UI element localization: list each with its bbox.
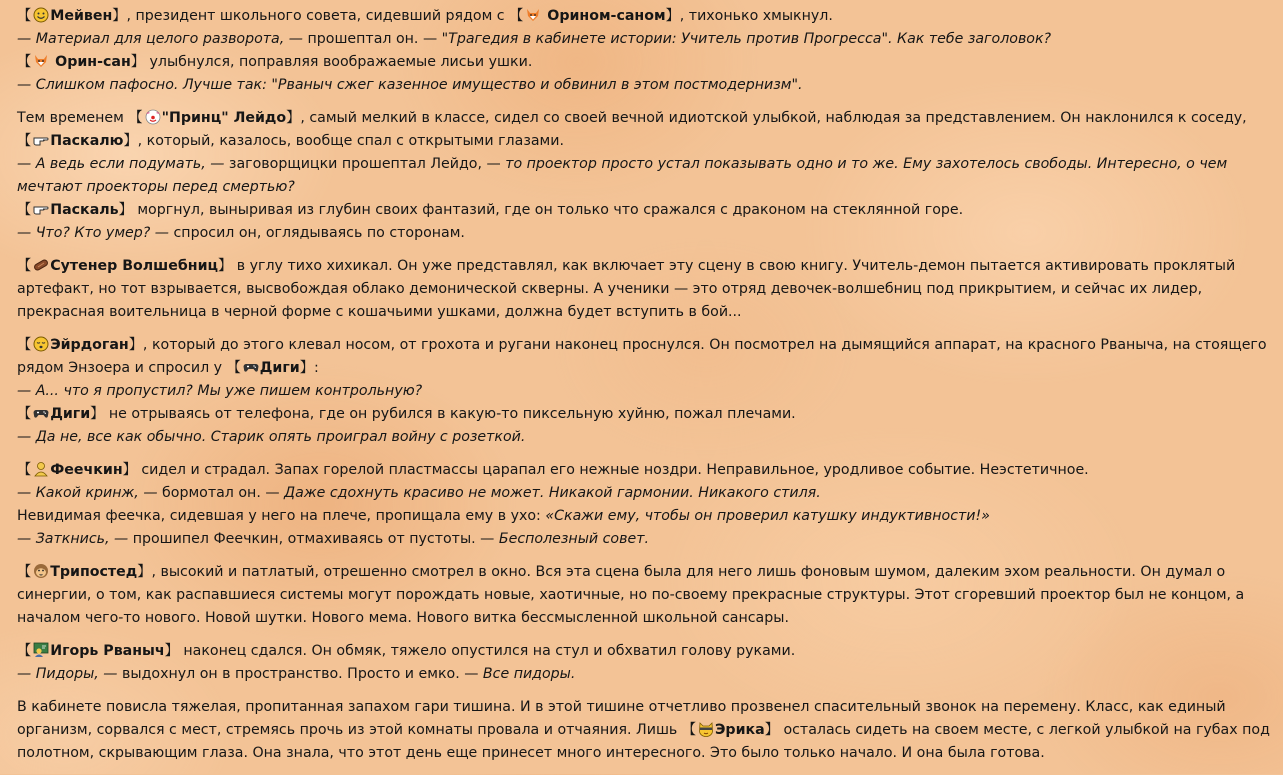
paragraph-7 — [17, 640, 1273, 686]
character-tag-tripostedr: 【 Трипостед】 — [17, 564, 152, 580]
character-tag-igor: 【 Игорь Рваныч】 — [17, 643, 179, 659]
paragraph-6 — [17, 561, 1273, 630]
line: мечтают проекторы перед смертью? — [17, 179, 295, 195]
fox-face-icon — [33, 53, 49, 69]
paragraph-5 — [17, 459, 1273, 551]
character-tag-pascal: 【 Паскаль】 — [17, 202, 133, 218]
character-tag-airdogan: 【 Эйрдоган】 — [17, 337, 143, 353]
sausage-icon — [33, 257, 49, 273]
monkey-face-icon — [33, 563, 49, 579]
paragraph-3 — [17, 255, 1273, 324]
line: — Да не, все как обычно. Старик опять проиграл войну с розеткой. — [17, 429, 526, 445]
line: 【 Феечкин】 сидел и страдал. Запах горелой пластмассы царапал его нежные ноздри. Неправильное, уродливое событие. Неэстетичное. — [17, 462, 1089, 478]
line: Невидимая феечка, сидевшая у него на плече, пропищала ему в ухо: «Скажи ему, чтобы он проверил катушку индуктивности!» — [17, 508, 990, 524]
sleepy-face-icon — [33, 336, 49, 352]
line: 【 Игорь Рваныч】 наконец сдался. Он обмяк, тяжело опустился на стул и обхватил голову руками. — [17, 643, 796, 659]
line: — Материал для целого разворота, — прошептал он. — "Трагедия в кабинете истории: Учитель против Прогресса". Как тебе заголовок? — [17, 31, 1052, 47]
line: рядом Энзоера и спросил у 【 Диги】: — [17, 360, 319, 376]
story-document — [17, 5, 1273, 775]
person-icon — [33, 461, 49, 477]
pointing-hand-icon — [33, 132, 49, 148]
line: — Какой кринж, — бормотал он. — Даже сдохнуть красиво не может. Никакой гармонии. Никакого стиля. — [17, 485, 821, 501]
character-tag-pascal: 【 Паскалю】 — [17, 133, 138, 149]
line: — Заткнись, — прошипел Феечкин, отмахиваясь от пустоты. — Бесполезный совет. — [17, 531, 649, 547]
line: синергии, о том, как распавшиеся системы могут порождать новые, хаотичные, но по-своему прекрасные структуры. Этот сгоревший проектор был не концом, а — [17, 587, 1245, 603]
line: 【 Эйрдоган】, который до этого клевал носом, от грохота и ругани наконец проснулся. Он посмотрел на дымящийся аппарат, на красного Рваныча, на стоящего — [17, 337, 1267, 353]
line: 【 Паскаль】 моргнул, выныривая из глубин своих фантазий, где он только что сражался с драконом на стеклянной горе. — [17, 202, 964, 218]
teacher-icon — [33, 642, 49, 658]
pointing-hand-icon — [33, 201, 49, 217]
line: — А... что я пропустил? Мы уже пишем контрольную? — [17, 383, 423, 399]
line: 【 Сутенер Волшебниц】 в углу тихо хихикал. Он уже представлял, как включает эту сцену в свою книгу. Учитель-демон пытается активировать проклятый — [17, 258, 1236, 274]
gamepad-icon — [243, 359, 259, 375]
paragraph-4 — [17, 334, 1273, 449]
line: — Что? Кто умер? — спросил он, оглядываясь по сторонам. — [17, 225, 465, 241]
line: 【 Трипостед】, высокий и патлатый, отрешенно смотрел в окно. Вся эта сцена была для него лишь фоновым шумом, далеким эхом реальности. Он думал о — [17, 564, 1226, 580]
paragraph-1 — [17, 5, 1273, 97]
line: — Пидоры, — выдохнул он в пространство. Просто и емко. — Все пидоры. — [17, 666, 576, 682]
character-tag-leido: 【 "Принц" Лейдо】 — [128, 110, 301, 126]
character-tag-orin: 【 Орином-саном】 — [509, 8, 680, 24]
smiley-face-icon — [33, 7, 49, 23]
line: 【 Диги】 не отрываясь от телефона, где он рубился в какую-то пиксельную хуйню, пожал плечами. — [17, 406, 796, 422]
line: Тем временем 【 "Принц" Лейдо】, самый мелкий в классе, сидел со своей вечной идиотской улыбкой, наблюдая за представлением. Он наклонился к соседу, — [17, 110, 1247, 126]
line: 【 Паскалю】, который, казалось, вообще спал с открытыми глазами. — [17, 133, 564, 149]
line: В кабинете повисла тяжелая, пропитанная запахом гари тишина. И в этой тишине отчетливо прозвенел спасительный звонок на перемену. Класс, как единый — [17, 699, 1226, 715]
character-tag-orin: 【 Орин-сан】 — [17, 54, 145, 70]
gamepad-icon — [33, 405, 49, 421]
line: 【 Мейвен】, президент школьного совета, сидевший рядом с 【 Орином-саном】, тихонько хмыкнул. — [17, 8, 833, 24]
paragraph-8 — [17, 696, 1273, 765]
character-tag-meiven: 【 Мейвен】 — [17, 8, 127, 24]
character-tag-feechkin: 【 Феечкин】 — [17, 462, 137, 478]
line: организм, сорвался с мест, стремясь прочь из этой комнаты провала и отчаяния. Лишь 【 Эрика】 осталась сидеть на своем месте, с легкой улыбкой на губах под — [17, 722, 1270, 738]
line: началом чего-то нового. Новой шутки. Нового мема. Нового витка бессмысленной школьной сансары. — [17, 610, 789, 626]
character-tag-pimp-wizard: 【 Сутенер Волшебниц】 — [17, 258, 233, 274]
blindfold-cat-icon — [698, 721, 714, 737]
character-tag-digi: 【 Диги】 — [17, 406, 105, 422]
paragraph-2 — [17, 107, 1273, 245]
line: — Слишком пафосно. Лучше так: "Рваныч сжег казенное имущество и обвинил в этом постмодернизм". — [17, 77, 803, 93]
line: полотном, скрывающим глаза. Она знала, что этот день еще принесет много интересного. Это было только начало. И она была готова. — [17, 745, 1045, 761]
clown-face-icon — [145, 109, 161, 125]
line: — А ведь если подумать, — заговорщицки прошептал Лейдо, — то проектор просто устал показывать одно и то же. Ему захотелось свободы. Интересно, о чем — [17, 156, 1228, 172]
line: прекрасная воительница в черной форме с кошачьими ушками, должна будет вступить в бой... — [17, 304, 742, 320]
line: 【 Орин-сан】 улыбнулся, поправляя воображаемые лисьи ушки. — [17, 54, 533, 70]
fox-face-icon — [525, 7, 541, 23]
line: артефакт, но тот взрывается, высвобождая облако демонической скверны. А ученики — это отряд девочек-волшебниц под прикрытием, и сейчас их лидер, — [17, 281, 1203, 297]
character-tag-digi: 【 Диги】 — [226, 360, 314, 376]
character-tag-erika: 【 Эрика】 — [681, 722, 779, 738]
